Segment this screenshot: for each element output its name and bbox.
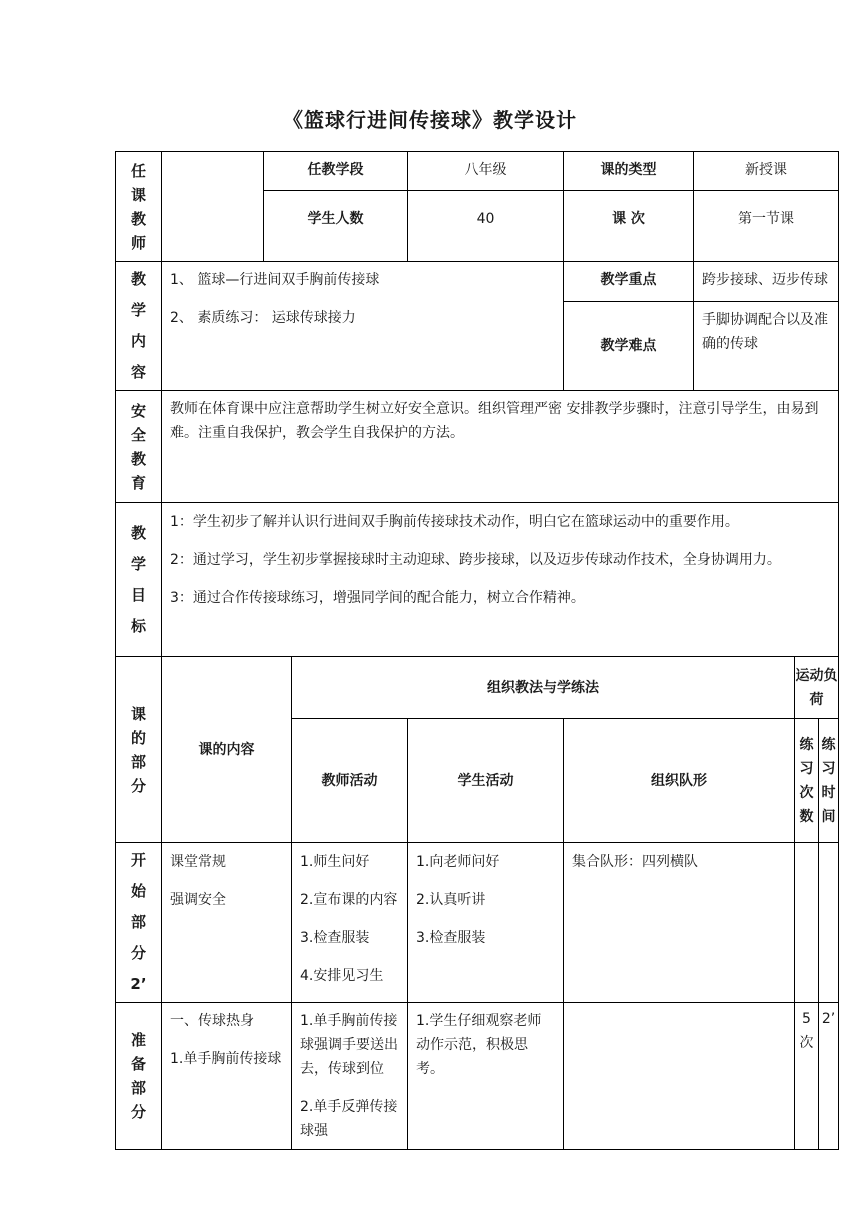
session-label: 课 次 <box>564 191 694 262</box>
start-student-activity: 1.向老师问好 2.认真听讲 3.检查服装 <box>408 843 564 1003</box>
safety-label: 安 全 教 育 <box>116 391 162 503</box>
prep-teacher-activity: 1.单手胸前传接球强调手要送出去，传球到位 2.单手反弹传接球强 <box>292 1003 408 1150</box>
students-label: 学生人数 <box>264 191 408 262</box>
content-label: 教 学 内 容 <box>116 262 162 391</box>
content-item: 2、 素质练习： 运球传球接力 <box>170 310 356 326</box>
start-formation: 集合队形：四列横队 <box>564 843 795 1003</box>
session-value: 第一节课 <box>694 191 839 262</box>
org-label: 组织教法与学练法 <box>292 657 795 719</box>
prep-student-activity: 1.学生仔细观察老师动作示范，积极思考。 <box>408 1003 564 1150</box>
students-value: 40 <box>408 191 564 262</box>
lesson-plan-table <box>115 151 839 1150</box>
difficulty-value: 手脚协调配合以及准确的传球 <box>694 302 839 391</box>
teacher-label: 任 课 教 师 <box>116 152 162 262</box>
load-label: 运动负 荷 <box>795 657 839 719</box>
grade-label: 任教学段 <box>264 152 408 191</box>
start-times <box>795 843 819 1003</box>
practice-time-label: 练 习 时 间 <box>819 719 839 843</box>
content-col-label: 课的内容 <box>162 657 292 843</box>
start-time <box>819 843 839 1003</box>
start-part-label: 开 始 部 分 2’ <box>116 843 162 1003</box>
key-value: 跨步接球、迈步传球 <box>694 262 839 302</box>
goals-label: 教 学 目 标 <box>116 503 162 657</box>
goal-item: 1：学生初步了解并认识行进间双手胸前传接球技术动作，明白它在篮球运动中的重要作用。 <box>170 514 739 530</box>
teacher-activity-label: 教师活动 <box>292 719 408 843</box>
prep-time: 2’ <box>819 1003 839 1150</box>
prep-part-label: 准 备 部 分 <box>116 1003 162 1150</box>
page-title: 《篮球行进间传接球》教学设计 <box>283 108 577 132</box>
student-activity-label: 学生活动 <box>408 719 564 843</box>
type-value: 新授课 <box>694 152 839 191</box>
prep-times: 5次 <box>795 1003 819 1150</box>
prep-part-content: 一、传球热身 1.单手胸前传接球 <box>162 1003 292 1150</box>
content-items <box>162 262 564 391</box>
formation-label: 组织队形 <box>564 719 795 843</box>
difficulty-label: 教学难点 <box>564 302 694 391</box>
goal-item: 2：通过学习，学生初步掌握接球时主动迎球、跨步接球，以及迈步传球动作技术，全身协调用力。 <box>170 552 781 568</box>
type-label: 课的类型 <box>564 152 694 191</box>
key-label: 教学重点 <box>564 262 694 302</box>
content-item: 1、 篮球—行进间双手胸前传接球 <box>170 272 380 288</box>
prep-formation <box>564 1003 795 1150</box>
part-label: 课 的 部 分 <box>116 657 162 843</box>
teacher-value <box>162 152 264 262</box>
practice-times-label: 练 习 次 数 <box>795 719 819 843</box>
goal-item: 3：通过合作传接球练习，增强同学间的配合能力，树立合作精神。 <box>170 590 585 606</box>
safety-text: 教师在体育课中应注意帮助学生树立好安全意识。组织管理严密 安排教学步骤时，注意引导学生，由易到难。注重自我保护，教会学生自我保护的方法。 <box>162 391 839 503</box>
start-part-content: 课堂常规 强调安全 <box>162 843 292 1003</box>
grade-value: 八年级 <box>408 152 564 191</box>
goals-items <box>162 503 839 657</box>
start-teacher-activity: 1.师生问好 2.宣布课的内容 3.检查服装 4.安排见习生 <box>292 843 408 1003</box>
